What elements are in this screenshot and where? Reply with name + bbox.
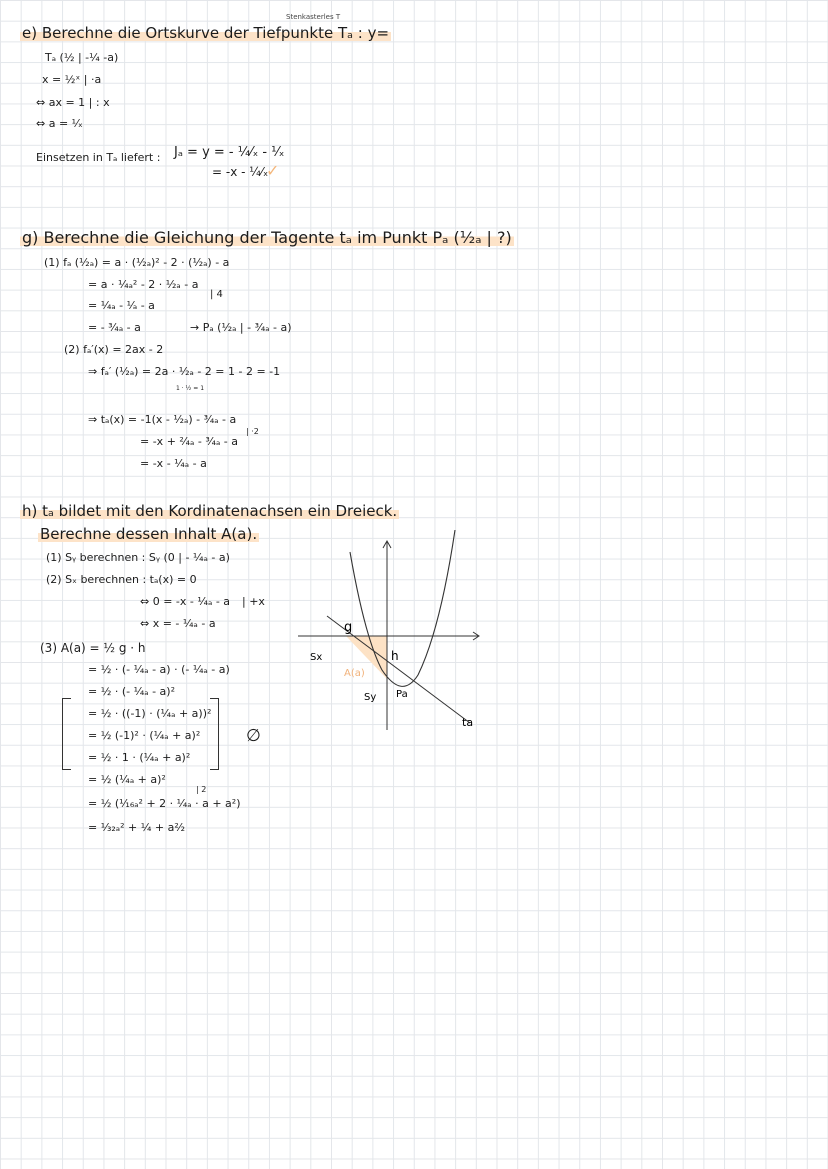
part-e-line-4: ⇔ a = ¹⁄ₓ — [36, 117, 83, 130]
label-g: g — [344, 620, 353, 635]
part-g-line-8: = -x + ²⁄₄ₐ - ³⁄₄ₐ - a — [140, 435, 238, 448]
empty-set-symbol: ∅ — [246, 726, 261, 746]
part-h-line-6: = ½ · (- ¹⁄₄ₐ - a) · (- ¹⁄₄ₐ - a) — [88, 663, 230, 676]
part-h-line-10: = ½ · 1 · (¹⁄₄ₐ + a)² — [88, 751, 191, 764]
part-g-line-4: = - ³⁄₄ₐ - a — [88, 321, 141, 334]
part-g-line-7: ⇒ tₐ(x) = -1(x - ¹⁄₂ₐ) - ³⁄₄ₐ - a — [88, 413, 237, 426]
part-h-line-4: ⇔ x = - ¹⁄₄ₐ - a — [140, 617, 216, 630]
part-h-line-12: = ½ (¹⁄₁₆ₐ² + 2 · ¹⁄₄ₐ · a + a²) — [88, 797, 241, 810]
part-h-line-2: (2) Sₓ berechnen : tₐ(x) = 0 — [46, 573, 197, 586]
part-h-line-5: (3) A(a) = ½ g · h — [40, 641, 146, 655]
part-g-line-6: ⇒ fₐ′ (¹⁄₂ₐ) = 2a · ¹⁄₂ₐ - 2 = 1 - 2 = -1 — [88, 365, 281, 378]
part-g-note-12: | ·2 — [246, 427, 259, 436]
part-h-line-8: = ½ · ((-1) · (¹⁄₄ₐ + a))² — [88, 707, 212, 720]
triangle-sketch — [290, 530, 490, 740]
part-h-note-2: | 2 — [196, 785, 207, 794]
part-h-line-7: = ½ · (- ¹⁄₄ₐ - a)² — [88, 685, 175, 698]
heading-part-h-1 — [20, 504, 399, 519]
checkmark-icon: ✓ — [266, 161, 280, 180]
part-h-line-3: ⇔ 0 = -x - ¹⁄₄ₐ - a — [140, 595, 231, 608]
stamp-text: Stenkasterles T — [286, 13, 341, 21]
part-h-line-11: = ½ (¹⁄₄ₐ + a)² — [88, 773, 166, 786]
part-h-note-plus-x: | +x — [242, 595, 265, 608]
right-bracket — [210, 698, 219, 770]
part-g-note-14: | 4 — [210, 289, 223, 300]
part-g-line-1: (1) fₐ (¹⁄₂ₐ) = a · (¹⁄₂ₐ)² - 2 · (¹⁄₂ₐ) - a — [44, 256, 230, 269]
heading-part-h-2-text: Berechne dessen Inhalt A(a). — [40, 525, 258, 543]
left-bracket — [62, 698, 71, 770]
heading-part-h-1-text: h) tₐ bildet mit den Kordinatenachsen ein Dreieck. — [22, 502, 398, 520]
label-h: h — [391, 649, 399, 663]
part-e-line-1: Tₐ (½ | -¼ -a) — [45, 51, 119, 64]
part-e-insert-label: Einsetzen in Tₐ liefert : — [36, 151, 161, 164]
heading-part-e-text: e) Berechne die Ortskurve der Tiefpunkte Tₐ : y= — [22, 24, 390, 42]
label-sx: Sx — [310, 652, 323, 663]
part-g-sub-note: 1 · ½ = 1 — [176, 385, 205, 392]
parabola-curve — [350, 530, 455, 686]
part-e-result-1: Jₐ = y = - ¼⁄ₓ - ¹⁄ₓ — [174, 145, 285, 160]
label-area: A(a) — [344, 668, 365, 679]
label-sy: Sy — [364, 692, 377, 703]
heading-part-h-2 — [38, 527, 259, 542]
part-e-result-2: = -x - ¼⁄ₓ — [212, 165, 269, 179]
part-g-point: → Pₐ (¹⁄₂ₐ | - ³⁄₄ₐ - a) — [190, 321, 292, 334]
part-g-line-9: = -x - ¹⁄₄ₐ - a — [140, 457, 207, 470]
part-h-line-13: = ¹⁄₃₂ₐ² + ¼ + a²⁄₂ — [88, 821, 185, 834]
part-g-line-3: = ¹⁄₄ₐ - ¹⁄ₐ - a — [88, 299, 155, 312]
heading-part-g-text: g) Berechne die Gleichung der Tagente tₐ im Punkt Pₐ (¹⁄₂ₐ | ?) — [22, 228, 512, 247]
part-h-line-1: (1) Sᵧ berechnen : Sᵧ (0 | - ¹⁄₄ₐ - a) — [46, 551, 230, 564]
heading-part-e — [20, 26, 391, 41]
part-e-line-2: x = ½ˣ | ·a — [42, 73, 102, 86]
heading-part-g — [20, 230, 514, 246]
part-e-line-3: ⇔ ax = 1 | : x — [36, 96, 110, 109]
part-g-line-5: (2) fₐ′(x) = 2ax - 2 — [64, 343, 164, 356]
label-ta: ta — [462, 716, 474, 729]
part-h-line-9: = ½ (-1)² · (¹⁄₄ₐ + a)² — [88, 729, 201, 742]
label-pa: Pa — [396, 689, 408, 700]
part-g-line-2: = a · ¹⁄₄ₐ² - 2 · ¹⁄₂ₐ - a — [88, 278, 199, 291]
